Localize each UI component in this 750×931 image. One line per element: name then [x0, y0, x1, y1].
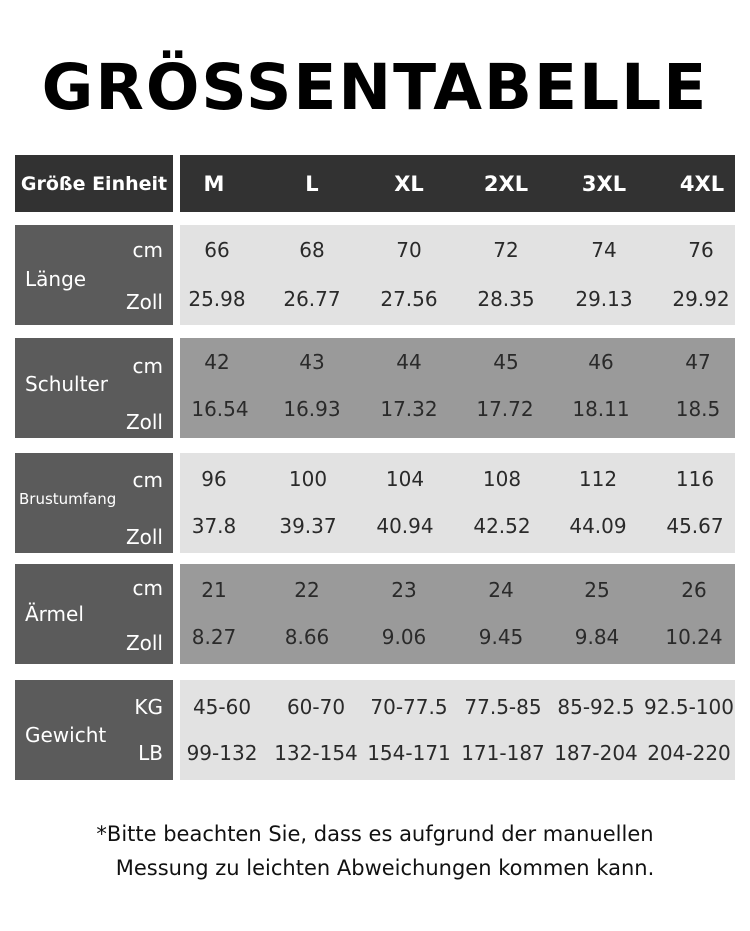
unit-cm: cm — [132, 354, 163, 378]
row-data-laenge — [180, 225, 735, 325]
value-cell: 85-92.5 — [557, 695, 635, 719]
value-cell: 23 — [391, 578, 417, 602]
value-cell: 18.5 — [675, 397, 721, 421]
value-cell: 44.09 — [569, 514, 627, 538]
value-cell: 76 — [688, 238, 714, 262]
size-header-3xl: 3XL — [581, 171, 627, 196]
unit-cm: cm — [132, 468, 163, 492]
disclaimer-line-1: *Bitte beachten Sie, dass es aufgrund der manuellen — [96, 822, 654, 846]
size-header-l: L — [305, 171, 319, 196]
value-cell: 77.5-85 — [464, 695, 542, 719]
value-cell: 17.72 — [476, 397, 534, 421]
value-cell: 43 — [299, 350, 325, 374]
value-cell: 42.52 — [473, 514, 531, 538]
value-cell: 66 — [204, 238, 230, 262]
value-cell: 96 — [201, 467, 227, 491]
unit-zoll: Zoll — [125, 525, 163, 549]
value-cell: 68 — [299, 238, 325, 262]
value-cell: 21 — [201, 578, 227, 602]
value-cell: 154-171 — [367, 741, 451, 765]
value-cell: 29.13 — [575, 287, 633, 311]
row-data-gewicht — [180, 680, 735, 780]
value-cell: 45.67 — [666, 514, 724, 538]
measurement-name: Länge — [25, 267, 87, 291]
value-cell: 60-70 — [286, 695, 346, 719]
value-cell: 25.98 — [188, 287, 246, 311]
value-cell: 17.32 — [380, 397, 438, 421]
row-label-laenge — [15, 225, 173, 325]
unit-cm: cm — [132, 238, 163, 262]
value-cell: 29.92 — [672, 287, 730, 311]
value-cell: 9.45 — [478, 625, 524, 649]
value-cell: 47 — [685, 350, 711, 374]
row-data-aermel — [180, 564, 735, 664]
value-cell: 37.8 — [191, 514, 237, 538]
measurement-name: Brustumfang — [19, 490, 117, 508]
value-cell: 187-204 — [554, 741, 638, 765]
page-title: GRÖSSENTABELLE — [41, 51, 709, 124]
value-cell: 27.56 — [380, 287, 438, 311]
measurement-name: Ärmel — [25, 602, 84, 626]
measurement-name: Gewicht — [25, 723, 107, 747]
size-header-row — [180, 155, 735, 212]
row-data-schulter — [180, 338, 735, 438]
value-cell: 28.35 — [477, 287, 535, 311]
size-header-2xl: 2XL — [483, 171, 529, 196]
size-header-m: M — [203, 171, 225, 196]
row-label-schulter — [15, 338, 173, 438]
value-cell: 46 — [588, 350, 614, 374]
value-cell: 44 — [396, 350, 422, 374]
unit-zoll: Zoll — [125, 631, 163, 655]
size-header-xl: XL — [394, 171, 424, 196]
value-cell: 39.37 — [279, 514, 337, 538]
unit-kg: KG — [134, 695, 163, 719]
value-cell: 9.06 — [381, 625, 427, 649]
value-cell: 92.5-100 — [644, 695, 734, 719]
value-cell: 100 — [288, 467, 328, 491]
value-cell: 26 — [681, 578, 707, 602]
value-cell: 16.93 — [283, 397, 341, 421]
value-cell: 70-77.5 — [370, 695, 448, 719]
value-cell: 22 — [294, 578, 320, 602]
value-cell: 26.77 — [283, 287, 341, 311]
size-header-4xl: 4XL — [679, 171, 725, 196]
header-unit-label: Größe Einheit — [15, 155, 173, 212]
value-cell: 204-220 — [647, 741, 731, 765]
value-cell: 116 — [675, 467, 715, 491]
value-cell: 74 — [591, 238, 617, 262]
row-data-brustumfang — [180, 453, 735, 553]
value-cell: 70 — [396, 238, 422, 262]
value-cell: 45-60 — [192, 695, 252, 719]
unit-lb: LB — [138, 741, 163, 765]
value-cell: 18.11 — [572, 397, 630, 421]
value-cell: 132-154 — [274, 741, 358, 765]
value-cell: 45 — [493, 350, 519, 374]
measurement-name: Schulter — [25, 372, 108, 396]
value-cell: 42 — [204, 350, 230, 374]
value-cell: 99-132 — [186, 741, 258, 765]
unit-cm: cm — [132, 576, 163, 600]
value-cell: 171-187 — [461, 741, 545, 765]
value-cell: 8.66 — [284, 625, 330, 649]
value-cell: 16.54 — [191, 397, 249, 421]
row-label-gewicht — [15, 680, 173, 780]
value-cell: 108 — [482, 467, 522, 491]
unit-zoll: Zoll — [125, 290, 163, 314]
value-cell: 10.24 — [665, 625, 723, 649]
value-cell: 8.27 — [191, 625, 237, 649]
value-cell: 9.84 — [574, 625, 620, 649]
value-cell: 24 — [488, 578, 514, 602]
value-cell: 72 — [493, 238, 519, 262]
disclaimer-line-2: Messung zu leichten Abweichungen kommen kann. — [115, 856, 655, 880]
value-cell: 112 — [578, 467, 618, 491]
row-label-aermel — [15, 564, 173, 664]
value-cell: 104 — [385, 467, 425, 491]
value-cell: 25 — [584, 578, 610, 602]
unit-zoll: Zoll — [125, 410, 163, 434]
value-cell: 40.94 — [376, 514, 434, 538]
row-label-brustumfang — [15, 453, 173, 553]
